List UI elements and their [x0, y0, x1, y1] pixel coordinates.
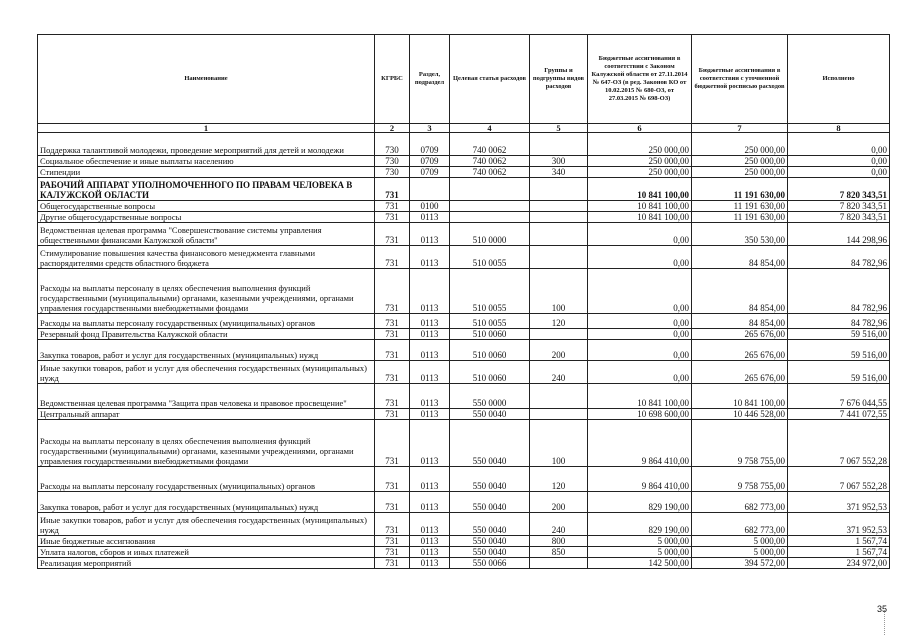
row-kgrbs: 730	[375, 133, 410, 156]
row-group: 240	[530, 361, 588, 384]
row-target: 740 0062	[450, 156, 530, 167]
row-budget-law: 142 500,00	[588, 558, 692, 569]
margin-mark	[884, 605, 887, 635]
row-kgrbs: 730	[375, 156, 410, 167]
row-target: 550 0000	[450, 384, 530, 409]
row-executed: 0,00	[788, 167, 890, 178]
row-kgrbs: 730	[375, 167, 410, 178]
row-budget-law: 829 190,00	[588, 513, 692, 536]
row-kgrbs: 731	[375, 409, 410, 420]
row-budget-refined: 11 191 630,00	[692, 212, 788, 223]
row-group	[530, 223, 588, 246]
table-row	[38, 384, 890, 409]
row-section: 0113	[410, 409, 450, 420]
row-target: 510 0055	[450, 314, 530, 329]
table-row	[38, 340, 890, 361]
row-name: Закупка товаров, работ и услуг для государственных (муниципальных) нужд	[38, 340, 375, 361]
table-header-row	[38, 35, 890, 124]
row-section: 0113	[410, 340, 450, 361]
row-target: 550 0040	[450, 536, 530, 547]
row-kgrbs: 731	[375, 420, 410, 467]
row-executed: 84 782,96	[788, 314, 890, 329]
row-name: Другие общегосударственные вопросы	[38, 212, 375, 223]
header-section: Раздел, подраздел	[410, 35, 450, 124]
row-kgrbs: 731	[375, 314, 410, 329]
header-budget-refined: Бюджетные ассигнования в соответствии с уточненной бюджетной росписью расходов	[692, 35, 788, 124]
row-executed: 7 820 343,51	[788, 212, 890, 223]
row-budget-refined: 84 854,00	[692, 314, 788, 329]
row-budget-refined: 9 758 755,00	[692, 420, 788, 467]
row-section	[410, 178, 450, 201]
row-group: 800	[530, 536, 588, 547]
row-executed: 1 567,74	[788, 547, 890, 558]
row-name: Ведомственная целевая программа "Защита прав человека и правовое просвещение"	[38, 384, 375, 409]
row-name: Расходы на выплаты персоналу в целях обеспечения выполнения функций государственными (муниципальными) органами, казенными учреждениями, органами управления государственными внебюджетными фондами	[38, 269, 375, 314]
row-budget-law: 10 841 100,00	[588, 178, 692, 201]
row-executed: 0,00	[788, 156, 890, 167]
row-budget-refined: 84 854,00	[692, 269, 788, 314]
row-section: 0113	[410, 547, 450, 558]
budget-execution-table	[37, 34, 890, 569]
row-group: 120	[530, 314, 588, 329]
row-budget-law: 0,00	[588, 340, 692, 361]
row-section: 0113	[410, 467, 450, 492]
row-executed: 59 516,00	[788, 340, 890, 361]
row-executed: 7 067 552,28	[788, 420, 890, 467]
row-budget-law: 0,00	[588, 361, 692, 384]
row-executed: 371 952,53	[788, 492, 890, 513]
row-budget-refined: 350 530,00	[692, 223, 788, 246]
row-budget-refined: 10 841 100,00	[692, 384, 788, 409]
row-group: 100	[530, 420, 588, 467]
row-target: 510 0060	[450, 361, 530, 384]
row-kgrbs: 731	[375, 547, 410, 558]
row-budget-law: 0,00	[588, 223, 692, 246]
table-row	[38, 558, 890, 569]
row-budget-law: 5 000,00	[588, 547, 692, 558]
row-executed: 7 067 552,28	[788, 467, 890, 492]
row-kgrbs: 731	[375, 558, 410, 569]
table-row	[38, 212, 890, 223]
row-budget-law: 5 000,00	[588, 536, 692, 547]
row-group: 100	[530, 269, 588, 314]
row-budget-law: 0,00	[588, 314, 692, 329]
row-group	[530, 201, 588, 212]
row-executed: 1 567,74	[788, 536, 890, 547]
row-budget-law: 9 864 410,00	[588, 420, 692, 467]
row-name: Резервный фонд Правительства Калужской области	[38, 329, 375, 340]
table-body	[38, 133, 890, 569]
table-row	[38, 536, 890, 547]
row-budget-law: 250 000,00	[588, 167, 692, 178]
table-row	[38, 467, 890, 492]
row-executed: 7 441 072,55	[788, 409, 890, 420]
row-target: 550 0040	[450, 547, 530, 558]
row-budget-refined: 5 000,00	[692, 536, 788, 547]
row-group	[530, 329, 588, 340]
column-number: 3	[410, 124, 450, 133]
column-number: 7	[692, 124, 788, 133]
row-group: 340	[530, 167, 588, 178]
row-target: 550 0066	[450, 558, 530, 569]
table-row	[38, 156, 890, 167]
row-budget-refined: 84 854,00	[692, 246, 788, 269]
header-name: Наименование	[38, 35, 375, 124]
row-executed: 59 516,00	[788, 361, 890, 384]
row-name: РАБОЧИЙ АППАРАТ УПОЛНОМОЧЕННОГО ПО ПРАВАМ ЧЕЛОВЕКА В КАЛУЖСКОЙ ОБЛАСТИ	[38, 178, 375, 201]
row-executed: 371 952,53	[788, 513, 890, 536]
row-kgrbs: 731	[375, 492, 410, 513]
row-target: 510 0055	[450, 269, 530, 314]
row-executed: 59 516,00	[788, 329, 890, 340]
row-section: 0113	[410, 536, 450, 547]
row-budget-refined: 265 676,00	[692, 340, 788, 361]
row-group	[530, 212, 588, 223]
table-row	[38, 223, 890, 246]
row-target: 550 0040	[450, 420, 530, 467]
row-target: 510 0060	[450, 329, 530, 340]
row-section: 0709	[410, 167, 450, 178]
table-row	[38, 513, 890, 536]
budget-report-sheet	[37, 34, 889, 569]
row-group	[530, 558, 588, 569]
column-number: 4	[450, 124, 530, 133]
row-group	[530, 246, 588, 269]
table-row	[38, 167, 890, 178]
row-kgrbs: 731	[375, 513, 410, 536]
row-section: 0113	[410, 513, 450, 536]
row-kgrbs: 731	[375, 201, 410, 212]
row-kgrbs: 731	[375, 361, 410, 384]
column-number: 5	[530, 124, 588, 133]
row-group	[530, 178, 588, 201]
row-budget-refined: 10 446 528,00	[692, 409, 788, 420]
row-executed: 0,00	[788, 133, 890, 156]
row-budget-law: 10 698 600,00	[588, 409, 692, 420]
row-kgrbs: 731	[375, 246, 410, 269]
row-target: 740 0062	[450, 167, 530, 178]
row-group	[530, 409, 588, 420]
table-row	[38, 201, 890, 212]
row-target: 550 0040	[450, 467, 530, 492]
row-section: 0113	[410, 558, 450, 569]
row-section: 0113	[410, 329, 450, 340]
row-budget-law: 0,00	[588, 329, 692, 340]
row-budget-law: 9 864 410,00	[588, 467, 692, 492]
row-group	[530, 384, 588, 409]
row-kgrbs: 731	[375, 340, 410, 361]
row-section: 0113	[410, 223, 450, 246]
row-name: Иные бюджетные ассигнования	[38, 536, 375, 547]
row-target: 550 0040	[450, 513, 530, 536]
row-executed: 84 782,96	[788, 269, 890, 314]
row-name: Ведомственная целевая программа "Совершенствование системы управления общественными финансами Калужской области"	[38, 223, 375, 246]
row-name: Уплата налогов, сборов и иных платежей	[38, 547, 375, 558]
row-group: 850	[530, 547, 588, 558]
row-target	[450, 212, 530, 223]
row-budget-law: 10 841 100,00	[588, 201, 692, 212]
row-name: Реализация мероприятий	[38, 558, 375, 569]
row-section: 0113	[410, 314, 450, 329]
row-kgrbs: 731	[375, 536, 410, 547]
row-target: 510 0000	[450, 223, 530, 246]
row-budget-law: 10 841 100,00	[588, 212, 692, 223]
row-budget-refined: 11 191 630,00	[692, 178, 788, 201]
table-row	[38, 133, 890, 156]
row-budget-refined: 265 676,00	[692, 329, 788, 340]
row-name: Центральный аппарат	[38, 409, 375, 420]
row-group: 240	[530, 513, 588, 536]
row-section: 0113	[410, 384, 450, 409]
row-budget-law: 0,00	[588, 246, 692, 269]
header-kgrbs: КГРБС	[375, 35, 410, 124]
row-name: Иные закупки товаров, работ и услуг для обеспечения государственных (муниципальных) нужд	[38, 361, 375, 384]
table-row	[38, 409, 890, 420]
table-row	[38, 420, 890, 467]
row-name: Закупка товаров, работ и услуг для государственных (муниципальных) нужд	[38, 492, 375, 513]
table-row	[38, 492, 890, 513]
column-number: 8	[788, 124, 890, 133]
table-row	[38, 246, 890, 269]
row-name: Иные закупки товаров, работ и услуг для обеспечения государственных (муниципальных) нужд	[38, 513, 375, 536]
row-budget-law: 250 000,00	[588, 156, 692, 167]
row-budget-refined: 9 758 755,00	[692, 467, 788, 492]
header-executed: Исполнено	[788, 35, 890, 124]
row-executed: 234 972,00	[788, 558, 890, 569]
row-name: Социальное обеспечение и иные выплаты населению	[38, 156, 375, 167]
row-budget-refined: 250 000,00	[692, 156, 788, 167]
row-section: 0709	[410, 156, 450, 167]
row-section: 0100	[410, 201, 450, 212]
row-kgrbs: 731	[375, 467, 410, 492]
header-target: Целевая статья расходов	[450, 35, 530, 124]
table-row	[38, 547, 890, 558]
row-budget-refined: 682 773,00	[692, 513, 788, 536]
row-kgrbs: 731	[375, 223, 410, 246]
row-name: Стимулирование повышения качества финансового менеджмента главными распорядителями средств областного бюджета	[38, 246, 375, 269]
row-section: 0113	[410, 269, 450, 314]
row-target: 550 0040	[450, 409, 530, 420]
row-kgrbs: 731	[375, 212, 410, 223]
row-name: Стипендии	[38, 167, 375, 178]
row-executed: 7 820 343,51	[788, 178, 890, 201]
row-executed: 84 782,96	[788, 246, 890, 269]
row-kgrbs: 731	[375, 329, 410, 340]
row-executed: 144 298,96	[788, 223, 890, 246]
row-group: 120	[530, 467, 588, 492]
row-group: 200	[530, 340, 588, 361]
row-name: Общегосударственные вопросы	[38, 201, 375, 212]
page-number: 35	[876, 604, 887, 614]
row-kgrbs: 731	[375, 269, 410, 314]
row-budget-refined: 250 000,00	[692, 167, 788, 178]
row-target	[450, 201, 530, 212]
column-number-row	[38, 124, 890, 133]
row-budget-refined: 250 000,00	[692, 133, 788, 156]
row-name: Расходы на выплаты персоналу в целях обеспечения выполнения функций государственными (муниципальными) органами, казенными учреждениями, органами управления государственными внебюджетными фондами	[38, 420, 375, 467]
table-row	[38, 178, 890, 201]
header-budget-law: Бюджетные ассигнования в соответствии с Законом Калужской области от 27.11.2014 № 647-ОЗ (в ред. Законов КО от 10.02.2015 № 680-ОЗ, от 27.03.2015 № 698-ОЗ)	[588, 35, 692, 124]
table-row	[38, 269, 890, 314]
row-section: 0113	[410, 361, 450, 384]
header-group: Группы и подгруппы видов расходов	[530, 35, 588, 124]
row-name: Расходы на выплаты персоналу государственных (муниципальных) органов	[38, 467, 375, 492]
row-budget-law: 829 190,00	[588, 492, 692, 513]
row-kgrbs: 731	[375, 178, 410, 201]
row-name: Расходы на выплаты персоналу государственных (муниципальных) органов	[38, 314, 375, 329]
table-row	[38, 361, 890, 384]
row-budget-law: 250 000,00	[588, 133, 692, 156]
row-budget-law: 0,00	[588, 269, 692, 314]
row-section: 0709	[410, 133, 450, 156]
row-name: Поддержка талантливой молодежи, проведение мероприятий для детей и молодежи	[38, 133, 375, 156]
row-group: 300	[530, 156, 588, 167]
row-executed: 7 820 343,51	[788, 201, 890, 212]
row-section: 0113	[410, 246, 450, 269]
row-target: 740 0062	[450, 133, 530, 156]
row-section: 0113	[410, 420, 450, 467]
table-row	[38, 314, 890, 329]
row-target: 550 0040	[450, 492, 530, 513]
table-row	[38, 329, 890, 340]
row-target: 510 0060	[450, 340, 530, 361]
row-kgrbs: 731	[375, 384, 410, 409]
column-number: 6	[588, 124, 692, 133]
row-target	[450, 178, 530, 201]
row-budget-refined: 265 676,00	[692, 361, 788, 384]
column-number: 1	[38, 124, 375, 133]
row-group: 200	[530, 492, 588, 513]
row-section: 0113	[410, 492, 450, 513]
row-executed: 7 676 044,55	[788, 384, 890, 409]
row-budget-refined: 11 191 630,00	[692, 201, 788, 212]
row-budget-refined: 5 000,00	[692, 547, 788, 558]
row-section: 0113	[410, 212, 450, 223]
row-budget-law: 10 841 100,00	[588, 384, 692, 409]
row-budget-refined: 682 773,00	[692, 492, 788, 513]
column-number: 2	[375, 124, 410, 133]
row-group	[530, 133, 588, 156]
row-target: 510 0055	[450, 246, 530, 269]
row-budget-refined: 394 572,00	[692, 558, 788, 569]
